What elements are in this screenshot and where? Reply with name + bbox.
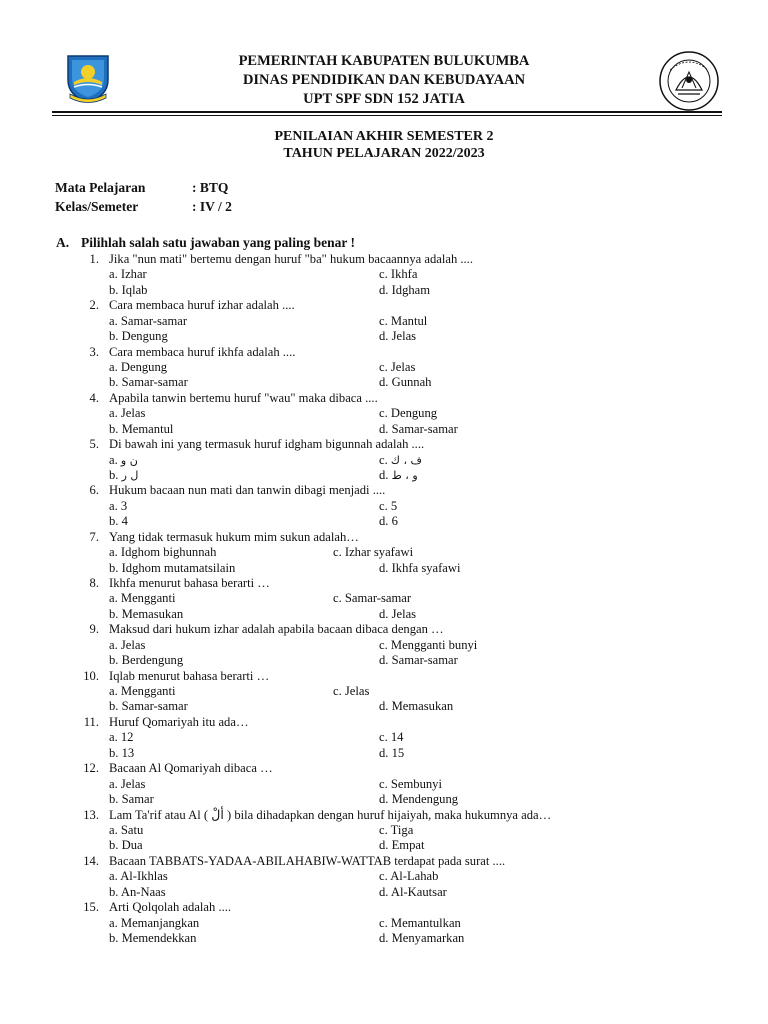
- option-c: [379, 869, 438, 884]
- option-c: [333, 684, 369, 699]
- question-item: [0, 437, 768, 483]
- question-item: [0, 622, 768, 668]
- question-number: 6.: [89, 483, 99, 498]
- question-number: 9.: [89, 622, 99, 637]
- option-d: [379, 514, 398, 529]
- option-d-text: d. Ikhfa syafawi: [379, 560, 461, 575]
- option-a-text: a.: [109, 452, 118, 467]
- option-c-text: c. Izhar syafawi: [333, 545, 414, 560]
- option-c: [379, 406, 437, 421]
- exam-title-line2: TAHUN PELAJARAN 2022/2023: [283, 146, 485, 161]
- meta-subject-key: Mata Pelajaran: [55, 180, 146, 195]
- question-item: [0, 530, 768, 576]
- option-d: [379, 885, 447, 900]
- option-a-text: a. Mengganti: [109, 591, 176, 606]
- option-b: [109, 375, 188, 390]
- question-text: Cara membaca huruf ikhfa adalah ....: [109, 344, 296, 359]
- letterhead: [0, 52, 768, 109]
- letterhead-school: UPT SPF SDN 152 JATIA: [303, 91, 465, 107]
- option-a: [109, 314, 187, 329]
- option-d: [379, 699, 453, 714]
- option-d-text: d. Samar-samar: [379, 653, 458, 668]
- option-a: [109, 267, 147, 282]
- question-list: [0, 252, 768, 946]
- option-a: [109, 499, 127, 514]
- option-b: [109, 885, 166, 900]
- option-c-text: c. Mengganti bunyi: [379, 637, 478, 652]
- option-d-text: d. Gunnah: [379, 375, 432, 390]
- option-a: [109, 406, 145, 421]
- option-c-text: c. Mantul: [379, 313, 428, 328]
- option-a-text: a. 3: [109, 498, 128, 513]
- question-number: 15.: [83, 900, 99, 915]
- option-c-text: c. Jelas: [333, 684, 370, 699]
- question-number: 14.: [83, 853, 99, 868]
- option-c: [379, 777, 442, 792]
- question-text: Ikhfa menurut bahasa berarti …: [109, 576, 270, 591]
- question-text: Di bawah ini yang termasuk huruf idgham bigunnah adalah ....: [109, 437, 425, 452]
- option-a: [109, 730, 133, 745]
- option-b: [109, 792, 154, 807]
- question-item: [0, 483, 768, 529]
- question-text: Arti Qolqolah adalah ....: [109, 900, 232, 915]
- option-d-text: d. 6: [379, 514, 398, 529]
- option-c-text: c. Al-Lahab: [379, 869, 439, 884]
- question-text: Jika "nun mati" bertemu dengan huruf "ba" hukum bacaannya adalah ....: [109, 252, 473, 266]
- question-item: [0, 252, 768, 298]
- option-a: [109, 777, 145, 792]
- option-a: [109, 360, 167, 375]
- option-c: [379, 916, 461, 931]
- option-d: [379, 422, 458, 437]
- option-d-text: d. Memasukan: [379, 699, 454, 714]
- option-d: [379, 653, 458, 668]
- option-c-text: c. Samar-samar: [333, 591, 412, 606]
- option-b-text: b. Idghom mutamatsilain: [109, 560, 236, 575]
- option-a: [109, 591, 175, 606]
- option-b-text: b. Berdengung: [109, 653, 184, 668]
- option-c: [379, 823, 413, 838]
- question-number: 7.: [89, 529, 99, 544]
- option-b: [109, 931, 196, 946]
- option-d: [379, 746, 404, 761]
- question-number: 10.: [83, 668, 99, 683]
- question-text: Maksud dari hukum izhar adalah apabila bacaan dibaca dengan …: [109, 622, 444, 637]
- option-c: [333, 545, 413, 560]
- question-item: [0, 345, 768, 391]
- option-d-text: d. Samar-samar: [379, 421, 458, 436]
- question-text: Hukum bacaan nun mati dan tanwin dibagi menjadi ....: [109, 483, 386, 498]
- option-c-text: c.: [379, 452, 388, 467]
- option-c: [379, 638, 477, 653]
- option-b: [109, 838, 143, 853]
- option-a-text: a. Jelas: [109, 637, 146, 652]
- option-d-text: d. Mendengung: [379, 792, 459, 807]
- question-item: [0, 715, 768, 761]
- option-b: [109, 699, 188, 714]
- option-b-text: b. Memantul: [109, 421, 174, 436]
- question-number: 4.: [89, 390, 99, 405]
- exam-title-line1: PENILAIAN AKHIR SEMESTER 2: [274, 129, 494, 144]
- option-d: [379, 375, 431, 390]
- option-a: [109, 545, 216, 560]
- question-text: Apabila tanwin bertemu huruf "wau" maka dibaca ....: [109, 390, 378, 405]
- option-d: [379, 329, 416, 344]
- option-a: [109, 869, 168, 884]
- question-text: Iqlab menurut bahasa berarti …: [109, 668, 270, 683]
- question-item: [0, 576, 768, 622]
- question-number: 2.: [89, 298, 99, 313]
- option-b-text: b. Dua: [109, 838, 143, 853]
- option-d: [379, 468, 418, 483]
- question-text: Bacaan Al Qomariyah dibaca …: [109, 761, 273, 776]
- option-c: [379, 499, 397, 514]
- question-number: 1.: [89, 252, 99, 266]
- question-item: [0, 391, 768, 437]
- option-a-text: a. Memanjangkan: [109, 915, 200, 930]
- option-a-text: a. Samar-samar: [109, 313, 188, 328]
- option-d-text: d. 15: [379, 745, 405, 760]
- option-d-text: d. Al-Kautsar: [379, 884, 447, 899]
- option-d: [379, 283, 430, 298]
- option-d-text: d.: [379, 467, 389, 482]
- option-c: [379, 730, 403, 745]
- option-d-text: d. Jelas: [379, 606, 417, 621]
- option-c-text: c. 14: [379, 730, 404, 745]
- option-a: [109, 823, 143, 838]
- question-item: [0, 808, 768, 854]
- option-d: [379, 561, 460, 576]
- question-number: 8.: [89, 576, 99, 591]
- option-b-text: b. Samar-samar: [109, 699, 188, 714]
- option-d-text: d. Jelas: [379, 329, 417, 344]
- option-b-text: b. 4: [109, 514, 128, 529]
- option-b-text: b. Samar-samar: [109, 375, 188, 390]
- section-letter: A.: [56, 235, 70, 250]
- option-d-arabic: و ، ط: [391, 468, 418, 482]
- option-a: [109, 638, 145, 653]
- option-d: [379, 607, 416, 622]
- question-text: Huruf Qomariyah itu ada…: [109, 714, 249, 729]
- option-b: [109, 468, 138, 483]
- option-b-text: b. Memasukan: [109, 606, 184, 621]
- meta-subject-value: : BTQ: [192, 180, 229, 195]
- option-c-text: c. Ikhfa: [379, 267, 418, 282]
- question-item: [0, 298, 768, 344]
- question-item: [0, 669, 768, 715]
- option-b-text: b. Samar: [109, 792, 154, 807]
- option-b-text: b. Dengung: [109, 329, 168, 344]
- option-b: [109, 746, 134, 761]
- letterhead-divider-thick: [52, 111, 722, 113]
- question-number: 11.: [83, 714, 99, 729]
- option-d: [379, 931, 464, 946]
- letterhead-government: PEMERINTAH KABUPATEN BULUKUMBA: [238, 53, 530, 69]
- option-c: [379, 314, 427, 329]
- question-text: Yang tidak termasuk hukum mim sukun adalah…: [109, 529, 359, 544]
- option-c: [379, 360, 415, 375]
- option-a-text: a. Jelas: [109, 406, 146, 421]
- letterhead-department: DINAS PENDIDIKAN DAN KEBUDAYAAN: [242, 72, 526, 88]
- option-a: [109, 916, 199, 931]
- question-number: 13.: [83, 807, 99, 822]
- option-c-arabic: ف ، ك: [390, 453, 422, 467]
- option-b: [109, 329, 168, 344]
- option-a-text: a. Satu: [109, 822, 144, 837]
- section-instruction: Pilihlah salah satu jawaban yang paling benar !: [81, 235, 355, 250]
- option-a: [109, 453, 138, 468]
- question-item: [0, 900, 768, 946]
- question-text: Bacaan TABBATS-YADAA-ABILAHABIW-WATTAB terdapat pada surat ....: [109, 853, 506, 868]
- meta-class-key: Kelas/Semeter: [55, 199, 139, 214]
- option-c-text: c. Memantulkan: [379, 915, 461, 930]
- option-b: [109, 514, 128, 529]
- question-text: Cara membaca huruf izhar adalah ....: [109, 298, 295, 313]
- option-c-text: c. Sembunyi: [379, 776, 442, 791]
- option-b: [109, 422, 173, 437]
- option-c: [333, 591, 411, 606]
- option-b: [109, 561, 235, 576]
- option-c-text: c. Tiga: [379, 822, 414, 837]
- option-b-text: b.: [109, 467, 119, 482]
- meta-class-value: : IV / 2: [192, 199, 232, 214]
- question-number: 5.: [89, 437, 99, 452]
- question-text: Lam Ta'rif atau Al ( ألْ ) bila dihadapkan dengan huruf hijaiyah, maka hukumnya ada…: [109, 807, 552, 822]
- question-number: 3.: [89, 344, 99, 359]
- option-a-text: a. Al-Ikhlas: [109, 869, 168, 884]
- exam-title: [0, 128, 768, 162]
- option-d-text: d. Empat: [379, 838, 425, 853]
- question-item: [0, 761, 768, 807]
- option-c-text: c. Jelas: [379, 359, 416, 374]
- option-a: [109, 684, 175, 699]
- option-d-text: d. Menyamarkan: [379, 930, 465, 945]
- option-d-text: d. Idgham: [379, 282, 431, 297]
- option-c: [379, 453, 422, 468]
- option-a-text: a. Izhar: [109, 267, 147, 282]
- option-a-text: a. Mengganti: [109, 684, 176, 699]
- option-b: [109, 283, 147, 298]
- option-a-text: a. Jelas: [109, 776, 146, 791]
- question-number: 12.: [83, 761, 99, 776]
- option-b: [109, 653, 183, 668]
- option-a-text: a. Idghom bighunnah: [109, 545, 217, 560]
- option-c: [379, 267, 417, 282]
- option-b-text: b. 13: [109, 745, 135, 760]
- option-c-text: c. 5: [379, 498, 398, 513]
- option-d: [379, 838, 424, 853]
- option-b-text: b. Iqlab: [109, 282, 148, 297]
- option-b-text: b. An-Naas: [109, 884, 166, 899]
- option-a-arabic: ن و: [120, 453, 138, 467]
- option-d: [379, 792, 458, 807]
- option-a-text: a. 12: [109, 730, 134, 745]
- question-item: [0, 854, 768, 900]
- option-c-text: c. Dengung: [379, 406, 438, 421]
- option-b: [109, 607, 183, 622]
- option-b-text: b. Memendekkan: [109, 930, 197, 945]
- option-b-arabic: ل ر: [121, 468, 139, 482]
- option-a-text: a. Dengung: [109, 359, 168, 374]
- letterhead-divider-thin: [52, 115, 722, 116]
